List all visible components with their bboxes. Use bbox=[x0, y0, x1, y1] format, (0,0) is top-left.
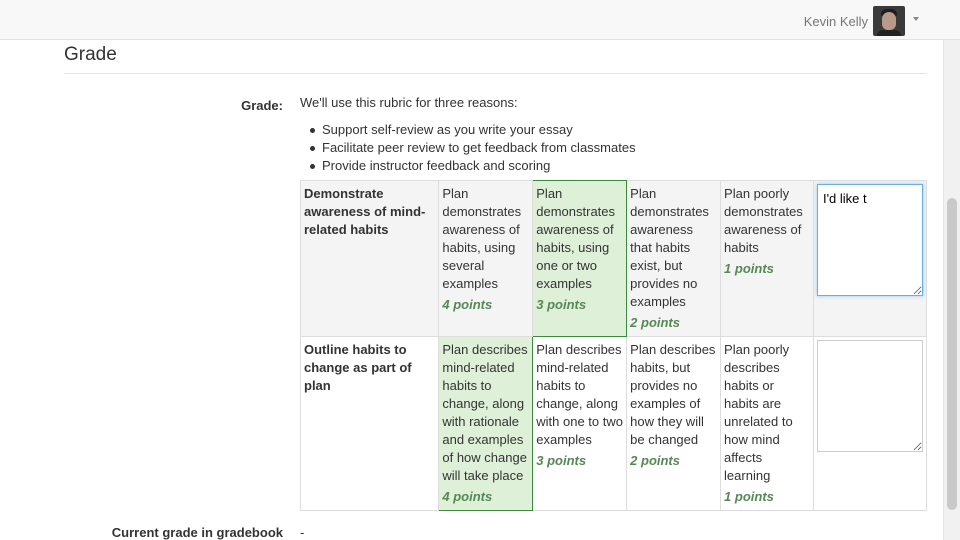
comment-textarea[interactable] bbox=[817, 340, 923, 452]
scrollbar-thumb[interactable] bbox=[947, 198, 957, 510]
gradebook-label: Current grade in gradebook bbox=[111, 525, 283, 540]
level-points: 2 points bbox=[630, 315, 680, 330]
criterion-cell: Demonstrate awareness of mind-related habits bbox=[301, 181, 439, 337]
rubric-level-cell[interactable] bbox=[533, 181, 627, 337]
level-points: 4 points bbox=[442, 297, 493, 312]
level-points: 3 points bbox=[536, 453, 587, 468]
rubric-level-cell[interactable] bbox=[721, 337, 814, 511]
rubric-level-cell[interactable] bbox=[627, 337, 721, 511]
level-description: Plan describes mind-related habits to change, along with one to two examples bbox=[536, 342, 623, 447]
rubric-level-cell[interactable] bbox=[627, 181, 721, 337]
level-description: Plan demonstrates awareness that habits exist, but provides no examples bbox=[630, 186, 709, 309]
avatar-face bbox=[882, 12, 896, 30]
user-menu-caret-icon[interactable] bbox=[913, 17, 919, 21]
level-description: Plan poorly describes habits or habits are unrelated to how mind affects learning bbox=[724, 342, 793, 483]
list-item: Facilitate peer review to get feedback from classmates bbox=[322, 140, 636, 155]
level-points: 4 points bbox=[442, 489, 493, 504]
avatar-shirt bbox=[877, 30, 901, 36]
level-description: Plan demonstrates awareness of habits, using several examples bbox=[442, 186, 522, 291]
avatar[interactable] bbox=[873, 6, 905, 36]
page-title: Grade bbox=[64, 44, 117, 65]
gradebook-value: - bbox=[300, 525, 305, 540]
grade-label: Grade: bbox=[241, 98, 283, 113]
rubric-table bbox=[300, 180, 927, 511]
level-description: Plan poorly demonstrates awareness of habits bbox=[724, 186, 803, 255]
list-item: Provide instructor feedback and scoring bbox=[322, 157, 636, 175]
criterion-cell: Outline habits to change as part of plan bbox=[301, 337, 439, 511]
rubric-level-cell[interactable] bbox=[439, 181, 533, 337]
rubric-level-cell[interactable] bbox=[439, 337, 533, 511]
comment-cell bbox=[813, 337, 926, 511]
rubric-intro: We'll use this rubric for three reasons: bbox=[300, 95, 518, 110]
user-name[interactable]: Kevin Kelly bbox=[803, 14, 868, 29]
page-scrollbar[interactable] bbox=[943, 40, 960, 540]
rubric-row bbox=[301, 181, 927, 337]
comment-textarea[interactable] bbox=[817, 184, 923, 296]
level-points: 1 points bbox=[724, 261, 774, 276]
rubric-level-cell[interactable] bbox=[721, 181, 814, 337]
title-divider bbox=[64, 73, 927, 74]
level-points: 3 points bbox=[536, 297, 587, 312]
rubric-level-cell[interactable] bbox=[533, 337, 627, 511]
level-description: Plan describes mind-related habits to change, along with rationale and examples of how change will take place bbox=[442, 342, 528, 483]
level-points: 2 points bbox=[630, 453, 680, 468]
list-item: Support self-review as you write your essay bbox=[322, 121, 636, 139]
rubric-row bbox=[301, 337, 927, 511]
level-points: 1 points bbox=[724, 489, 774, 504]
comment-cell bbox=[813, 181, 926, 337]
level-description: Plan describes habits, but provides no examples of how they will be changed bbox=[630, 342, 716, 447]
reasons-list bbox=[322, 121, 636, 175]
level-description: Plan demonstrates awareness of habits, using one or two examples bbox=[536, 186, 616, 291]
top-navbar bbox=[0, 0, 960, 40]
